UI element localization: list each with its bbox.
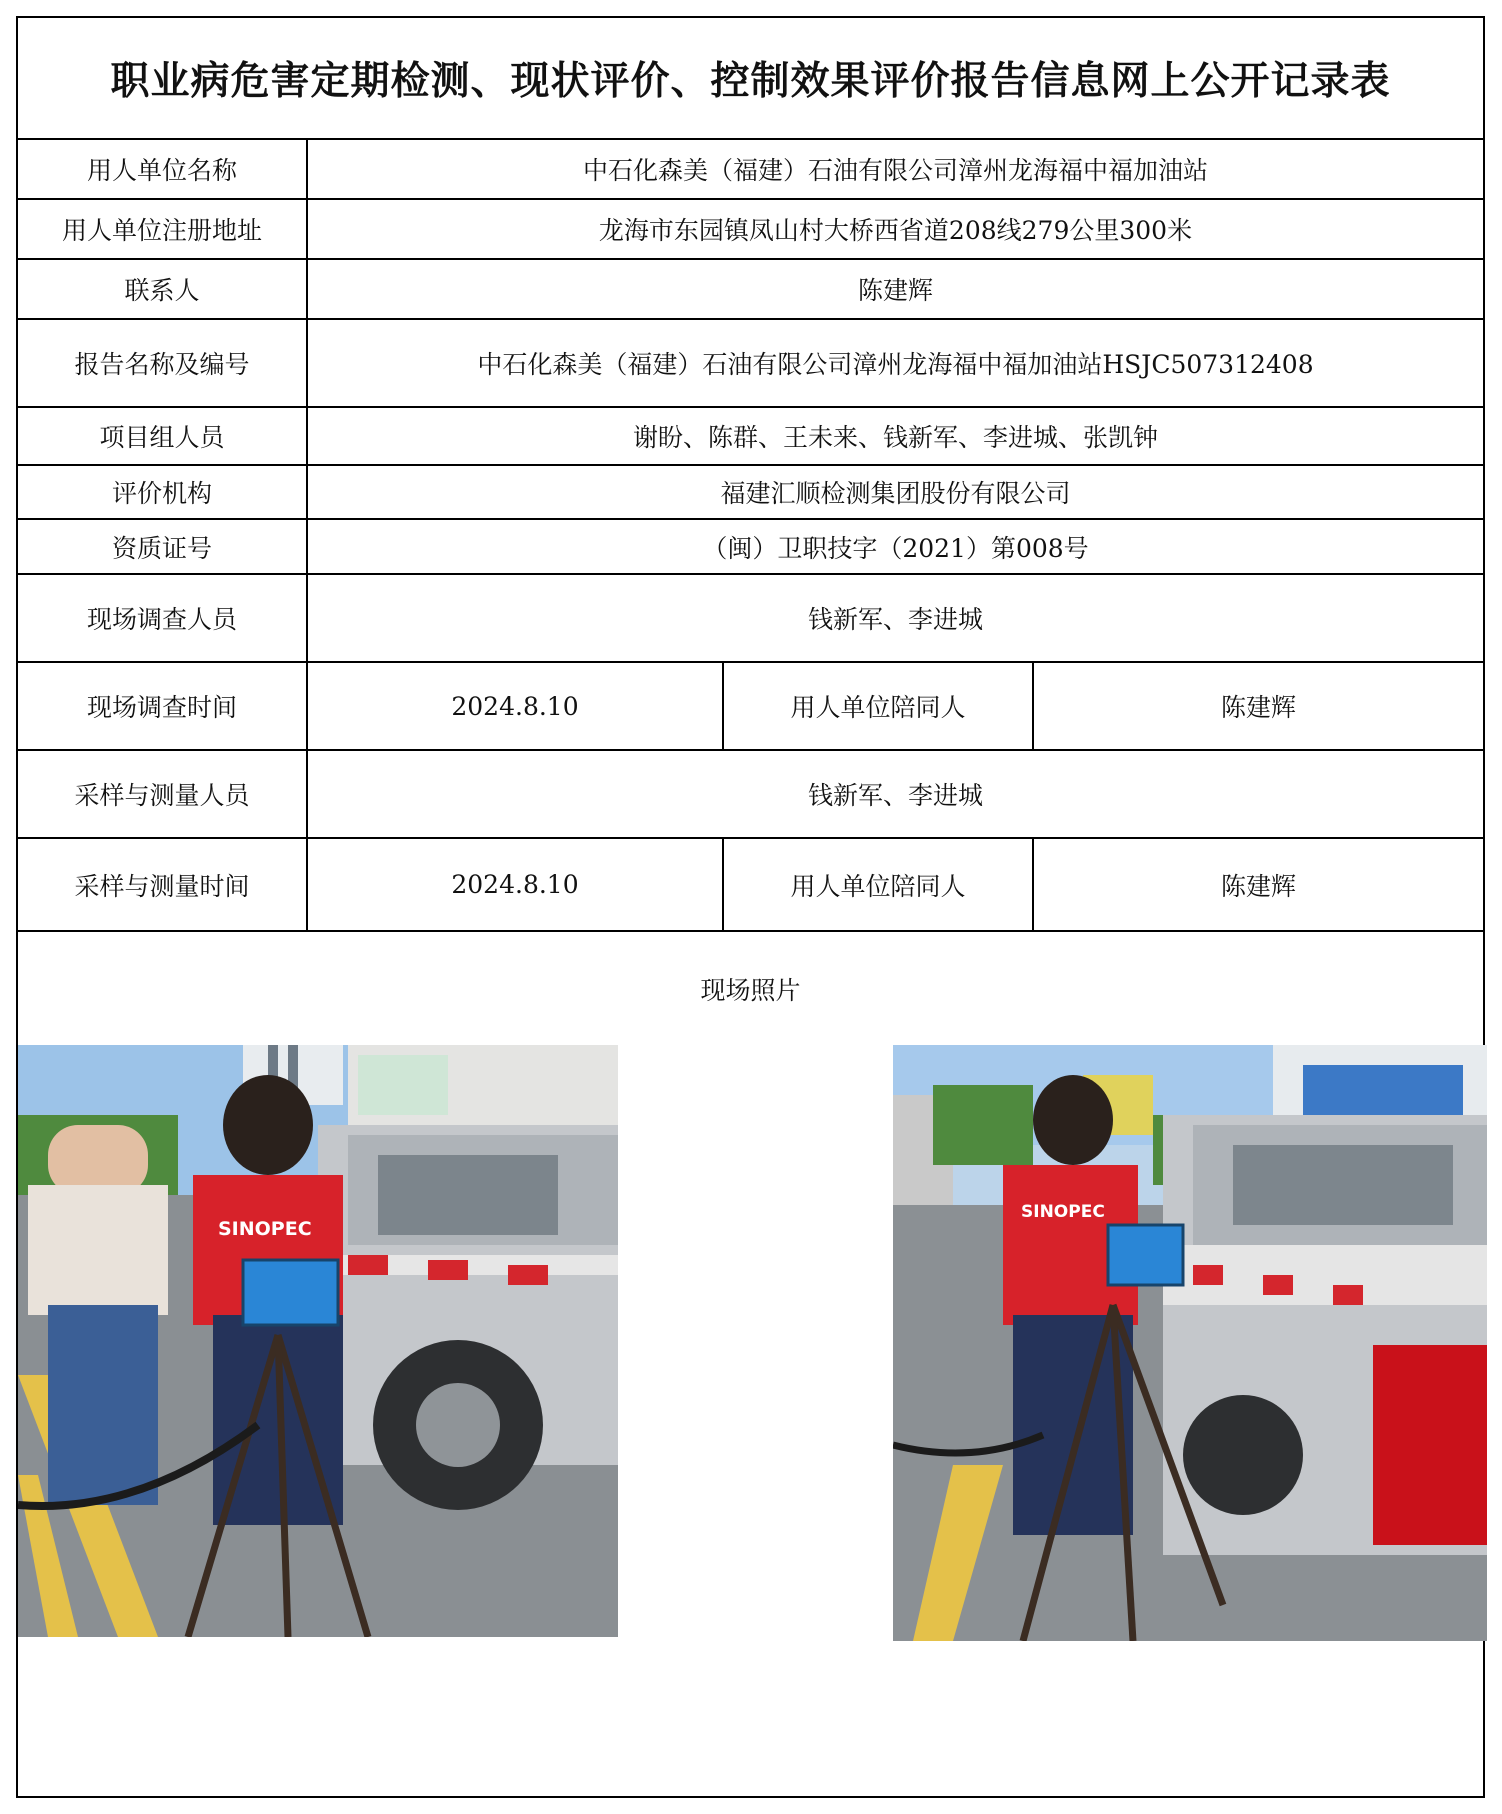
label-employer-name: 用人单位名称	[18, 140, 308, 198]
label-survey-staff: 现场调查人员	[18, 575, 308, 661]
row-employer-name	[18, 140, 1483, 200]
site-photo-1	[18, 1045, 618, 1637]
row-survey-staff	[18, 575, 1483, 663]
row-cert	[18, 520, 1483, 575]
row-report	[18, 320, 1483, 408]
value-survey-time: 2024.8.10	[308, 663, 724, 749]
photo-heading: 现场照片	[700, 975, 801, 1005]
value-employer-name: 中石化森美（福建）石油有限公司漳州龙海福中福加油站	[582, 156, 1208, 185]
site-photo-2	[893, 1045, 1487, 1641]
label-sampling-companion: 用人单位陪同人	[724, 839, 1034, 930]
page-title: 职业病危害定期检测、现状评价、控制效果评价报告信息网上公开记录表	[18, 18, 1483, 140]
record-sheet	[16, 16, 1485, 1798]
value-team: 谢盼、陈群、王未来、钱新军、李进城、张凯钟	[632, 423, 1158, 452]
site-photo-1-drawing	[18, 1045, 618, 1637]
value-sampling-companion: 陈建辉	[1220, 871, 1296, 901]
sinopec-shirt-logo-2: SINOPEC	[1021, 1202, 1105, 1222]
label-sampling-staff: 采样与测量人员	[18, 751, 308, 837]
label-survey-time: 现场调查时间	[18, 663, 308, 749]
value-employer-address: 龙海市东园镇凤山村大桥西省道208线279公里300米	[598, 216, 1193, 245]
row-contact	[18, 260, 1483, 320]
label-contact: 联系人	[18, 260, 308, 318]
row-survey-time	[18, 663, 1483, 751]
row-agency	[18, 466, 1483, 520]
site-photo-2-drawing	[893, 1045, 1487, 1641]
label-agency: 评价机构	[18, 466, 308, 518]
value-agency: 福建汇顺检测集团股份有限公司	[720, 479, 1071, 508]
label-survey-companion: 用人单位陪同人	[724, 663, 1034, 749]
row-team	[18, 408, 1483, 466]
value-survey-staff: 钱新军、李进城	[807, 605, 983, 634]
label-sampling-time: 采样与测量时间	[18, 839, 308, 930]
row-sampling-staff	[18, 751, 1483, 839]
value-cert: （闽）卫职技字（2021）第008号	[702, 533, 1089, 563]
value-survey-companion: 陈建辉	[1220, 693, 1296, 722]
row-sampling-time	[18, 839, 1483, 932]
value-contact: 陈建辉	[857, 276, 933, 305]
label-cert: 资质证号	[18, 520, 308, 573]
value-sampling-time: 2024.8.10	[308, 839, 724, 930]
label-team: 项目组人员	[18, 408, 308, 464]
row-employer-address	[18, 200, 1483, 260]
label-employer-address: 用人单位注册地址	[18, 200, 308, 258]
sinopec-shirt-logo-1: SINOPEC	[218, 1218, 312, 1240]
label-report: 报告名称及编号	[18, 320, 308, 406]
value-sampling-staff: 钱新军、李进城	[807, 781, 983, 810]
value-report: 中石化森美（福建）石油有限公司漳州龙海福中福加油站HSJC507312408	[477, 350, 1314, 379]
